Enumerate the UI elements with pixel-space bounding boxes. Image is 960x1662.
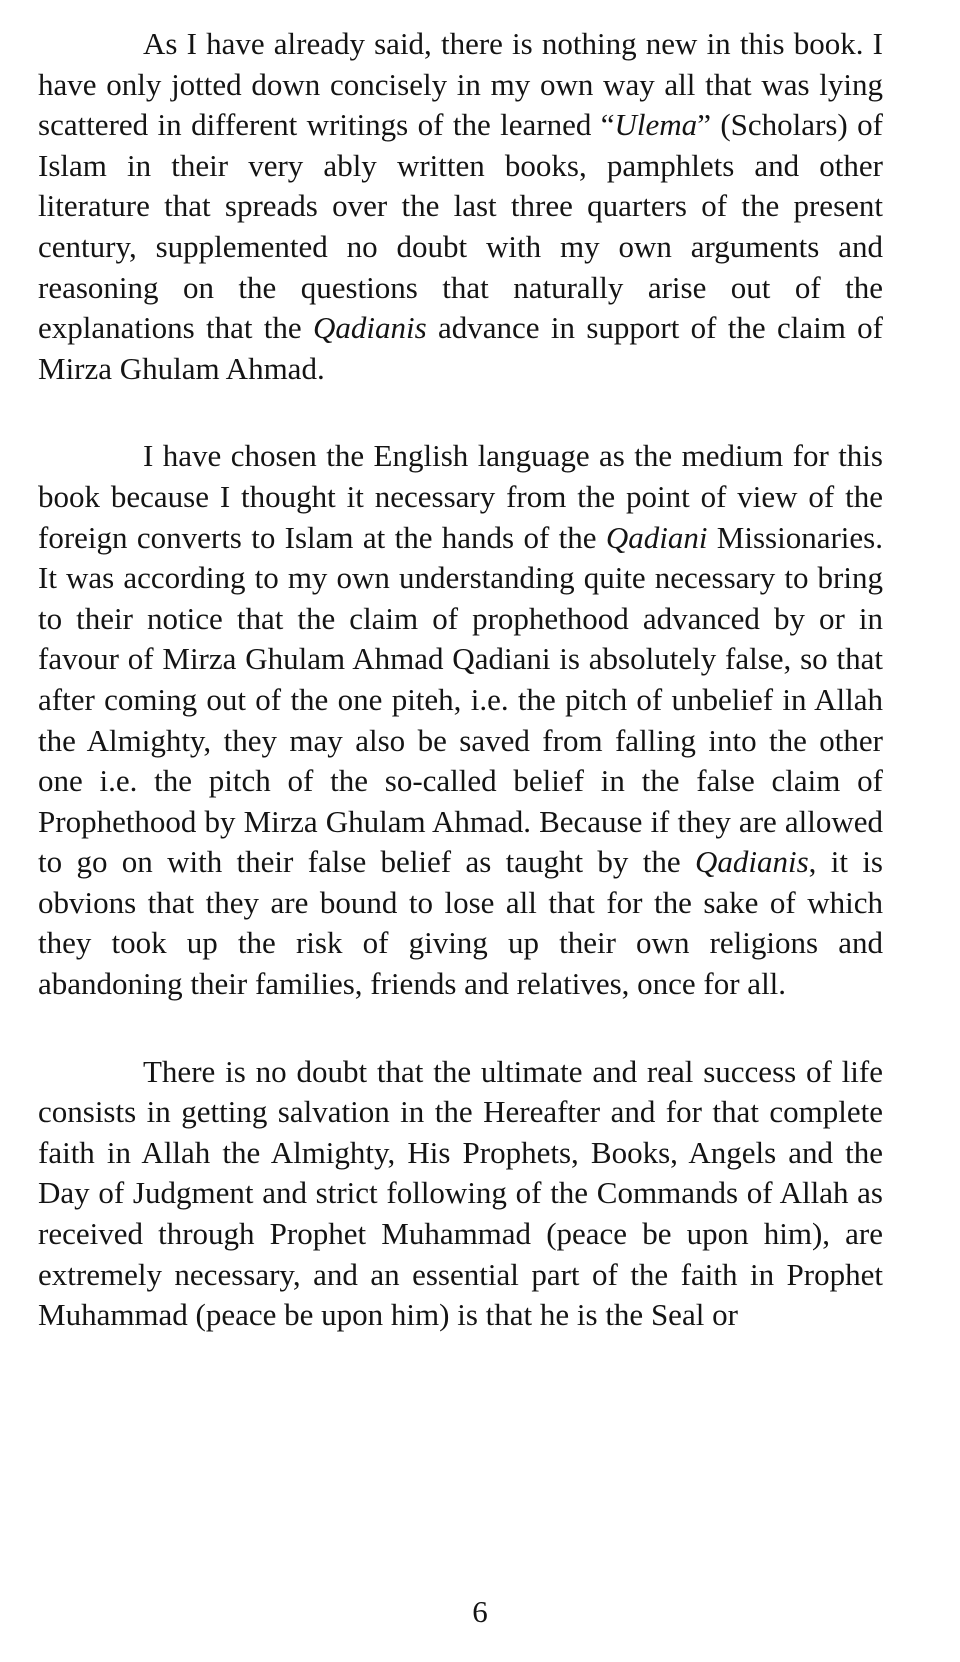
term-qadiani: Qadiani <box>605 519 708 555</box>
paragraph-2-text: Missionaries. It was according to my own understanding quite necessary to bring to their notice that the claim of prophethood advanced by or in favour of Mirza Ghulam Ahmad Qadiani is absolutely false, so that after coming out of the one piteh, i.e. the pitch of unbelief in Allah the Almighty, they may also be saved from falling into the other one i.e. the pitch of the so-called belief in the false claim of Prophethood by Mirza Ghulam Ahmad. Because if they are allowed to go on with their false belief as taught by the <box>38 519 883 880</box>
paragraph-2-text: , it is obvions that they are bound to lose all that for the sake of which they took up the risk of giving up their own religions and abandoning their families, friends and relatives, once for all. <box>38 844 883 1002</box>
paragraph-2 <box>38 436 883 1004</box>
paragraph-1-text: advance in support of the claim of Mirza Ghulam Ahmad. <box>38 310 883 386</box>
paragraph-2-text: I have chosen the English language as the medium for this book because I thought it necessary from the point of view of the foreign converts to Islam at the hands of the <box>38 438 883 555</box>
paragraph-3 <box>38 1052 883 1336</box>
page-number: 6 <box>472 1594 488 1629</box>
paragraph-1-text: ” (Scholars) of Islam in their very ably written books, pamphlets and other literature that spreads over the last three quarters of the present century, supplemented no doubt with my own arguments and reasoning on the questions that naturally arise out of the explanations that the <box>38 107 883 346</box>
term-qadianis: Qadianis <box>694 844 809 880</box>
term-qadianis: Qadianis <box>313 310 427 346</box>
paragraph-1 <box>38 24 883 389</box>
paragraph-3-text: There is no doubt that the ultimate and real success of life consists in getting salvation in the Hereafter and for that complete faith in Allah the Almighty, His Prophets, Books, Angels and the Day of Judgment and strict following of the Commands of Allah as received through Prophet Muhammad (peace be upon him), are extremely necessary, and an essential part of the faith in Prophet Muhammad (peace be upon him) is that he is the Seal or <box>38 1053 883 1333</box>
page-body <box>38 24 883 1336</box>
paragraph-1-text: As I have already said, there is nothing new in this book. I have only jotted down concisely in my own way all that was lying scattered in different writings of the learned “ <box>38 26 883 143</box>
term-ulema: Ulema <box>614 107 698 143</box>
